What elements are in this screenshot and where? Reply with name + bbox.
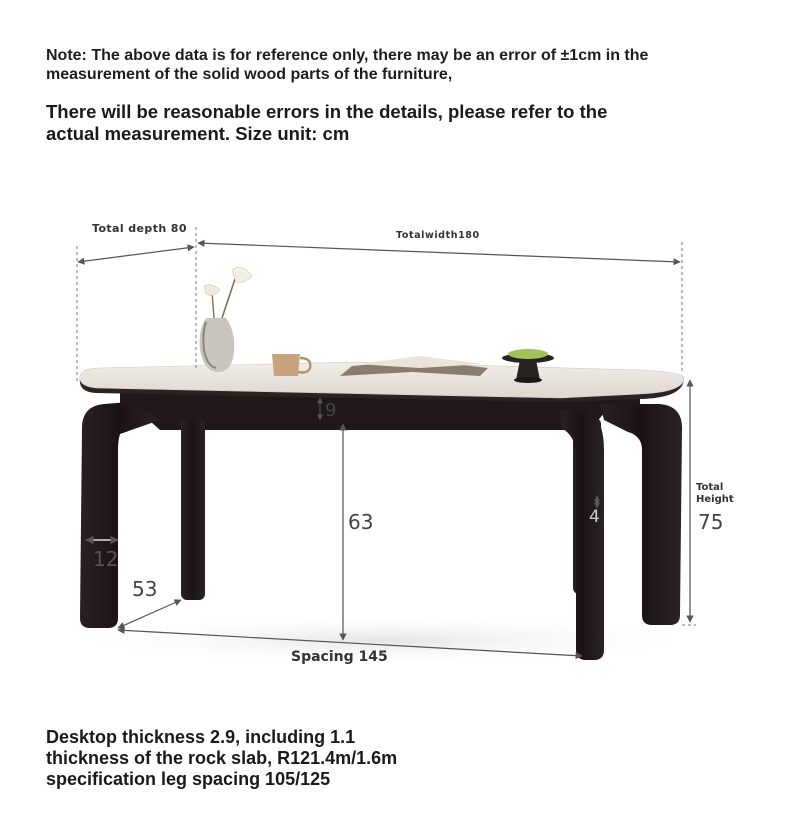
footer-line-3: specification leg spacing 105/125 xyxy=(46,769,331,789)
note-line-2: measurement of the solid wood parts of the furniture, xyxy=(46,66,453,83)
note-line-1: Note: The above data is for reference only, there may be an error of ±1cm in the xyxy=(46,47,649,64)
leg-height-label: 63 xyxy=(348,510,374,534)
specification-note xyxy=(46,727,466,790)
leg-depth-label: 4 xyxy=(589,507,600,527)
front-right-leg xyxy=(600,404,682,625)
note-line-3: There will be reasonable errors in the details, please refer to the xyxy=(46,101,608,122)
total-height-word-2: Height xyxy=(696,494,734,505)
total-height-word-1: Total xyxy=(696,482,724,493)
leg-width-label: 12 xyxy=(93,547,119,571)
total-height-label xyxy=(696,482,734,506)
footer-line-2: thickness of the rock slab, R121.4m/1.6m xyxy=(46,748,398,768)
spacing-label: Spacing 145 xyxy=(291,649,388,665)
note-line-4: actual measurement. Size unit: cm xyxy=(46,123,350,144)
total-depth-label: Total depth 80 xyxy=(92,222,187,235)
width-dimension-line xyxy=(198,243,680,262)
depth-dimension-line xyxy=(78,247,194,262)
total-width-label: Totalwidth180 xyxy=(396,230,480,241)
leg-inset-label: 53 xyxy=(132,577,158,601)
top-gap-label: 9 xyxy=(325,400,337,421)
vase-decor xyxy=(200,267,252,372)
total-height-value: 75 xyxy=(698,510,724,534)
back-left-leg xyxy=(181,418,205,600)
footer-line-1: Desktop thickness 2.9, including 1.1 xyxy=(46,727,356,747)
